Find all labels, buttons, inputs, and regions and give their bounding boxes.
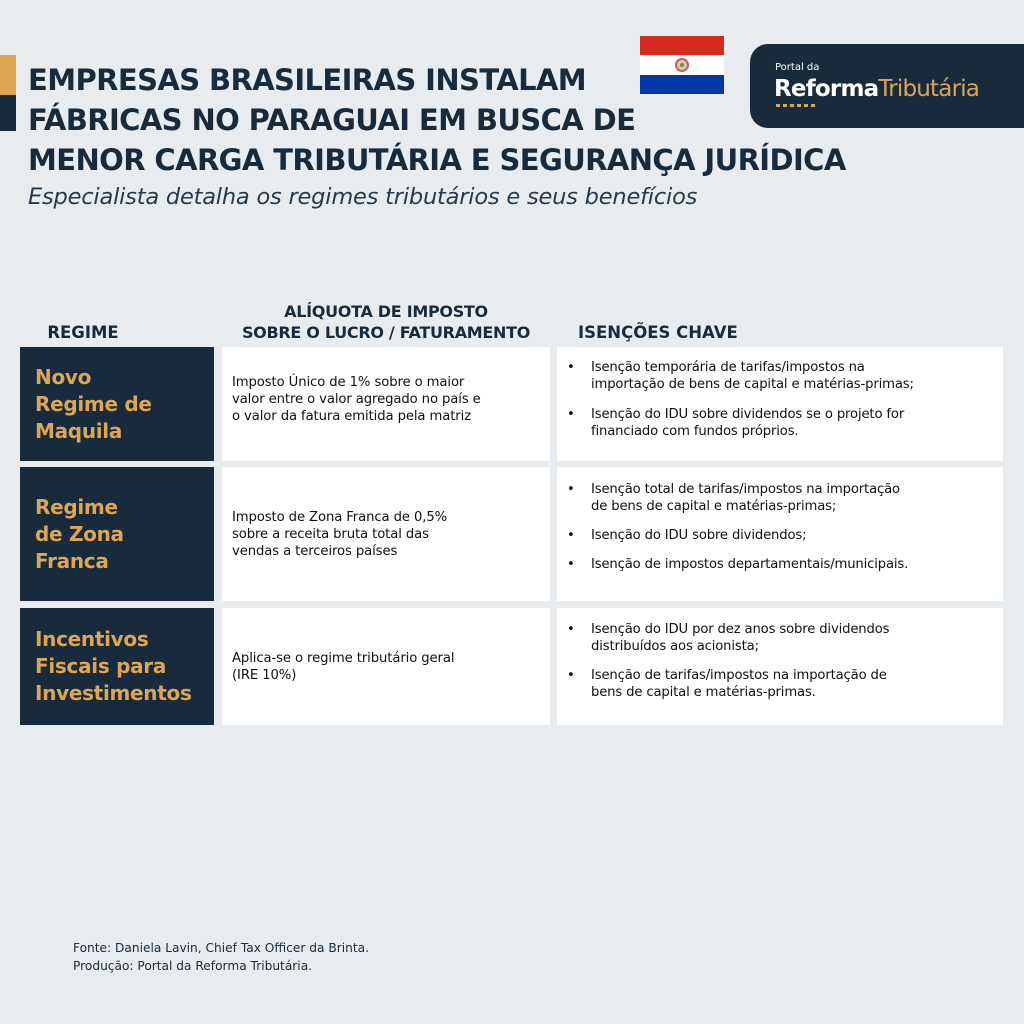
paraguay-flag-icon <box>640 36 724 94</box>
column-header-aliquota-line1: ALÍQUOTA DE IMPOSTO <box>284 302 488 321</box>
list-item-text: Isenção do IDU sobre dividendos se o projeto for financiado com fundos próprios. <box>591 407 905 439</box>
aliquota-text: Imposto de Zona Franca de 0,5% sobre a receita bruta total das vendas a terceiros países <box>232 509 448 559</box>
column-header-aliquota-line2: SOBRE O LUCRO / FATURAMENTO <box>241 323 531 342</box>
bullet-icon: • <box>567 360 575 375</box>
flag-stripe-red <box>640 36 724 55</box>
footer-production: Produção: Portal da Reforma Tributária. <box>73 959 313 973</box>
logo-light-text: Tributária <box>878 76 980 102</box>
regime-cell <box>20 608 214 725</box>
flag-seal-icon <box>675 58 689 72</box>
title-line: MENOR CARGA TRIBUTÁRIA E SEGURANÇA JURÍDICA <box>28 143 846 177</box>
regime-cell <box>20 347 214 461</box>
portal-logo <box>750 44 1024 128</box>
bullet-icon: • <box>567 557 575 572</box>
bullet-icon: • <box>567 668 575 683</box>
list-item <box>565 667 993 701</box>
logo-dots-decoration <box>776 104 815 107</box>
flag-stripe-white <box>640 55 724 74</box>
isencoes-cell <box>557 467 1003 601</box>
aliquota-cell <box>222 608 550 725</box>
list-item <box>565 481 993 515</box>
page-subtitle: Especialista detalha os regimes tributários e seus benefícios <box>28 184 698 210</box>
list-item-text: Isenção total de tarifas/impostos na importação de bens de capital e matérias-primas; <box>591 482 900 514</box>
aliquota-cell <box>222 347 550 461</box>
aliquota-text: Aplica-se o regime tributário geral (IRE 10%) <box>232 651 455 683</box>
column-header-regime: REGIME <box>47 323 119 342</box>
list-item <box>565 621 993 655</box>
regime-name: Regime de Zona Franca <box>35 494 124 573</box>
list-item-text: Isenção de tarifas/impostos na importação de bens de capital e matérias-primas. <box>591 668 887 700</box>
bullet-icon: • <box>567 622 575 637</box>
bullet-icon: • <box>567 482 575 497</box>
footer-credits <box>73 939 369 975</box>
list-item <box>565 359 993 393</box>
accent-bar-navy <box>0 95 16 131</box>
table-row <box>20 467 1003 601</box>
isencoes-cell <box>557 608 1003 725</box>
logo-wordmark <box>774 76 979 102</box>
footer-source: Fonte: Daniela Lavin, Chief Tax Officer da Brinta. <box>73 941 369 955</box>
title-line: FÁBRICAS NO PARAGUAI EM BUSCA DE <box>28 103 636 137</box>
logo-small-text: Portal da <box>775 62 820 73</box>
list-item <box>565 527 993 544</box>
column-header-aliquota <box>222 301 550 343</box>
title-line: EMPRESAS BRASILEIRAS INSTALAM <box>28 63 587 97</box>
list-item <box>565 556 993 573</box>
regime-name: Incentivos Fiscais para Investimentos <box>35 627 192 705</box>
isencoes-cell <box>557 347 1003 461</box>
bullet-icon: • <box>567 407 575 422</box>
bullet-icon: • <box>567 528 575 543</box>
regime-name: Novo Regime de Maquila <box>35 364 152 443</box>
aliquota-text: Imposto Único de 1% sobre o maior valor entre o valor agregado no país e o valor da fatura emitida pela matriz <box>232 375 481 424</box>
accent-bar-gold <box>0 55 16 95</box>
list-item-text: Isenção temporária de tarifas/impostos na importação de bens de capital e matérias-primas; <box>591 360 914 392</box>
regime-cell <box>20 467 214 601</box>
table-row <box>20 608 1003 725</box>
list-item-text: Isenção de impostos departamentais/municipais. <box>591 557 909 572</box>
table-row <box>20 347 1003 461</box>
column-header-isencoes: ISENÇÕES CHAVE <box>578 323 738 342</box>
list-item-text: Isenção do IDU sobre dividendos; <box>591 528 807 543</box>
logo-bold-text: Reforma <box>774 76 879 102</box>
aliquota-cell <box>222 467 550 601</box>
flag-stripe-blue <box>640 75 724 94</box>
list-item <box>565 406 993 440</box>
list-item-text: Isenção do IDU por dez anos sobre dividendos distribuídos aos acionista; <box>591 622 890 654</box>
